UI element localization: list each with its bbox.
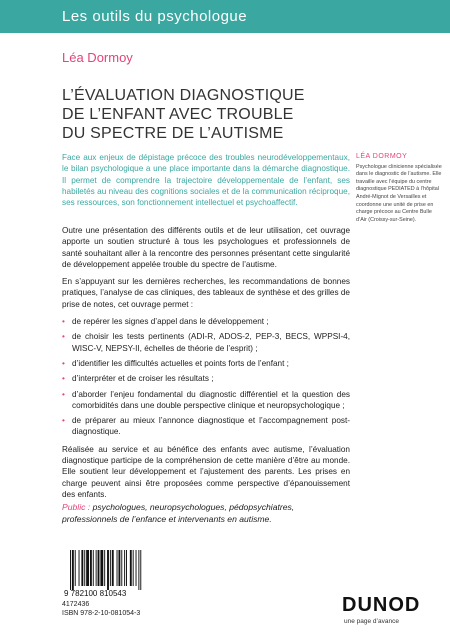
list-item: • de préparer au mieux l’annonce diagnostique et l’accompagnement post-diagnostique. bbox=[62, 416, 350, 437]
barcode-bar bbox=[72, 550, 74, 590]
benefits-list bbox=[62, 316, 350, 438]
barcode-bar bbox=[107, 550, 109, 590]
description-body bbox=[62, 225, 350, 506]
audience-text: psychologues, neuropsychologues, pédopsychiatres, professionnels de l’enfance et intervenants en autisme. bbox=[62, 502, 295, 524]
paragraph-2: En s’appuyant sur les dernières recherches, les recommandations de bonnes pratiques, l’analyse de cas cliniques, des tableaux de synthèse et des grilles de prise de notes, cet ouvrage permet : bbox=[62, 277, 350, 309]
barcode-bar bbox=[112, 550, 114, 586]
audience-label: Public : bbox=[62, 502, 91, 512]
bullet-icon: • bbox=[62, 389, 65, 399]
reference-block bbox=[62, 600, 140, 618]
barcode-bar bbox=[117, 550, 118, 586]
title-line-1: L’ÉVALUATION DIAGNOSTIQUE bbox=[62, 87, 305, 104]
bio-text: Psychologue clinicienne spécialisée dans le diagnostic de l’autisme. Elle travaille avec l’équipe du centre diagnostique PEDIATED à l’hôpital André-Mignot de Versailles et coordonne une unité de prise en charge précoce au Centre Bulle d’Air (Croissy-sur-Seine). bbox=[356, 163, 442, 223]
publisher-tagline: une page d’avance bbox=[344, 618, 399, 625]
bullet-icon: • bbox=[62, 374, 65, 384]
barcode-bar bbox=[79, 550, 80, 586]
barcode-bar bbox=[136, 550, 137, 586]
list-item: • d’aborder l’enjeu fondamental du diagnostic différentiel et la question des comorbidités dans une double perspective clinique et neuropsychologique ; bbox=[62, 389, 350, 410]
intro-paragraph: Face aux enjeux de dépistage précoce des troubles neurodéveloppementaux, le bilan psychologique a une place importante dans la démarche diagnostique. Il permet de comprendre la trajectoire développementale de l’enfant, ses habiletés au niveau des cognitions sociales et de la communication réciproque, ses ressources, son fonctionnement intellectuel et psychoaffectif. bbox=[62, 153, 350, 208]
bullet-icon: • bbox=[62, 332, 65, 342]
barcode-bar bbox=[100, 550, 103, 586]
barcode-bar bbox=[96, 550, 97, 586]
author-bio bbox=[356, 153, 442, 224]
list-item: • d’identifier les difficultés actuelles et points forts de l’enfant ; bbox=[62, 358, 289, 368]
barcode-bar bbox=[130, 550, 132, 586]
barcode-digits: 9 782100 810543 bbox=[64, 589, 127, 598]
bullet-icon: • bbox=[62, 416, 65, 426]
barcode-bar bbox=[90, 550, 92, 586]
barcode-bar bbox=[121, 550, 122, 586]
barcode-bar bbox=[104, 550, 105, 586]
barcode-bar bbox=[138, 550, 139, 590]
barcode-bar bbox=[133, 550, 134, 586]
author-name: Léa Dormoy bbox=[62, 50, 133, 65]
series-title: Les outils du psychologue bbox=[62, 8, 248, 25]
title-line-3: DU SPECTRE DE L’AUTISME bbox=[62, 125, 284, 142]
barcode-bar bbox=[110, 550, 111, 586]
bullet-icon: • bbox=[62, 317, 65, 327]
barcode-bar bbox=[93, 550, 94, 586]
book-title bbox=[62, 86, 352, 143]
barcode-bar bbox=[124, 550, 125, 586]
list-item: • d’interpréter et de croiser les résultats ; bbox=[62, 374, 214, 384]
bio-name: LÉA DORMOY bbox=[356, 153, 408, 160]
barcode bbox=[62, 548, 162, 603]
barcode-bar bbox=[140, 550, 141, 590]
list-item: • de choisir les tests pertinents (ADI-R, ADOS-2, PEP-3, BECS, WPPSI-4, WISC-V, NEPSY-II, échelles de théorie de l’esprit) ; bbox=[62, 332, 350, 353]
list-item: • de repérer les signes d’appel dans le développement ; bbox=[62, 317, 269, 327]
paragraph-3: Réalisée au service et au bénéfice des enfants avec autisme, l’évaluation diagnostique participe de la compréhension de cette manière d’être au monde. Elle soutient leur développement et l’ajustement des parents. Les prises en charge peuvent ainsi être proposées comme perspective d’épanouissement des enfants. bbox=[62, 444, 350, 499]
publisher-logo: DUNOD bbox=[342, 594, 421, 616]
isbn: ISBN 978-2-10-081054-3 bbox=[62, 610, 141, 617]
barcode-bar bbox=[84, 550, 85, 586]
barcode-bar bbox=[126, 550, 127, 586]
series-band bbox=[0, 0, 450, 33]
paragraph-1: Outre une présentation des différents outils et de leur utilisation, cet ouvrage apporte un soutien structuré à tous les psychologues et professionnels de santé souhaitant aller à la rencontre des personnes présentant cette singularité de développement appelée trouble du spectre de l’autisme. bbox=[62, 226, 350, 269]
ref-code: 4172436 bbox=[62, 601, 90, 608]
barcode-bar bbox=[70, 550, 71, 590]
barcode-icon bbox=[62, 548, 162, 598]
title-line-2: DE L’ENFANT AVEC TROUBLE bbox=[62, 106, 294, 123]
barcode-bar bbox=[81, 550, 83, 586]
barcode-bar bbox=[98, 550, 100, 586]
barcode-bar bbox=[75, 550, 76, 586]
barcode-bar bbox=[118, 550, 120, 586]
barcode-bar bbox=[86, 550, 89, 586]
bullet-icon: • bbox=[62, 358, 65, 368]
audience-note bbox=[62, 502, 350, 526]
